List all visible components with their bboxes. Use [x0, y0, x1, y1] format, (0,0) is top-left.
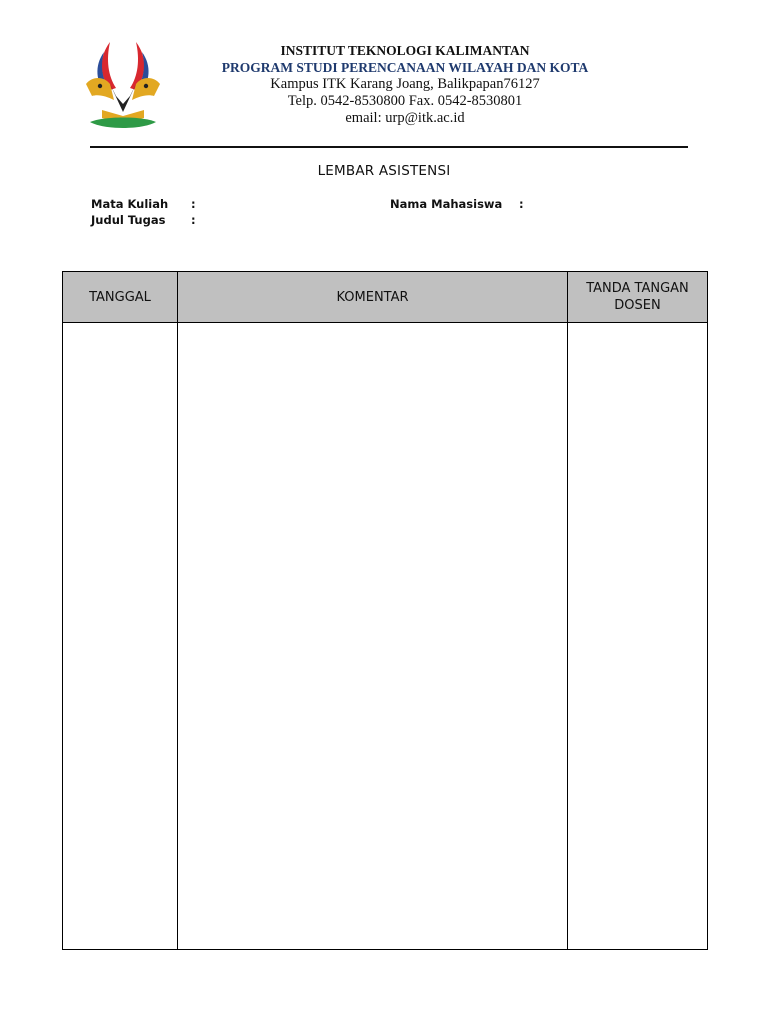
- judul-tugas-label: Judul Tugas: [91, 213, 166, 227]
- tanggal-cell[interactable]: [63, 323, 177, 949]
- document-title: LEMBAR ASISTENSI: [317, 163, 451, 179]
- mata-kuliah-label: Mata Kuliah: [91, 197, 169, 211]
- komentar-cell[interactable]: [178, 323, 567, 949]
- column-header-komentar: KOMENTAR: [336, 289, 409, 305]
- mata-kuliah-colon: :: [191, 197, 196, 211]
- tanda-tangan-cell[interactable]: [568, 323, 707, 949]
- email-address: email: urp@itk.ac.id: [345, 110, 465, 126]
- nama-mahasiswa-label: Nama Mahasiswa: [390, 197, 503, 211]
- program-name: PROGRAM STUDI PERENCANAAN WILAYAH DAN KOTA: [221, 60, 589, 75]
- itk-logo-icon: [80, 38, 166, 134]
- campus-address: Kampus ITK Karang Joang, Balikpapan76127: [270, 76, 540, 92]
- judul-tugas-colon: :: [191, 213, 196, 227]
- column-header-tanda-tangan: TANDA TANGAN DOSEN: [586, 281, 689, 313]
- header-divider: [90, 146, 688, 148]
- nama-mahasiswa-colon: :: [519, 197, 524, 211]
- assistance-table: [62, 271, 708, 950]
- phone-fax: Telp. 0542-8530800 Fax. 0542-8530801: [287, 93, 523, 109]
- column-header-tanggal: TANGGAL: [89, 289, 151, 305]
- institution-name: INSTITUT TEKNOLOGI KALIMANTAN: [280, 43, 530, 58]
- letterhead: [190, 42, 620, 127]
